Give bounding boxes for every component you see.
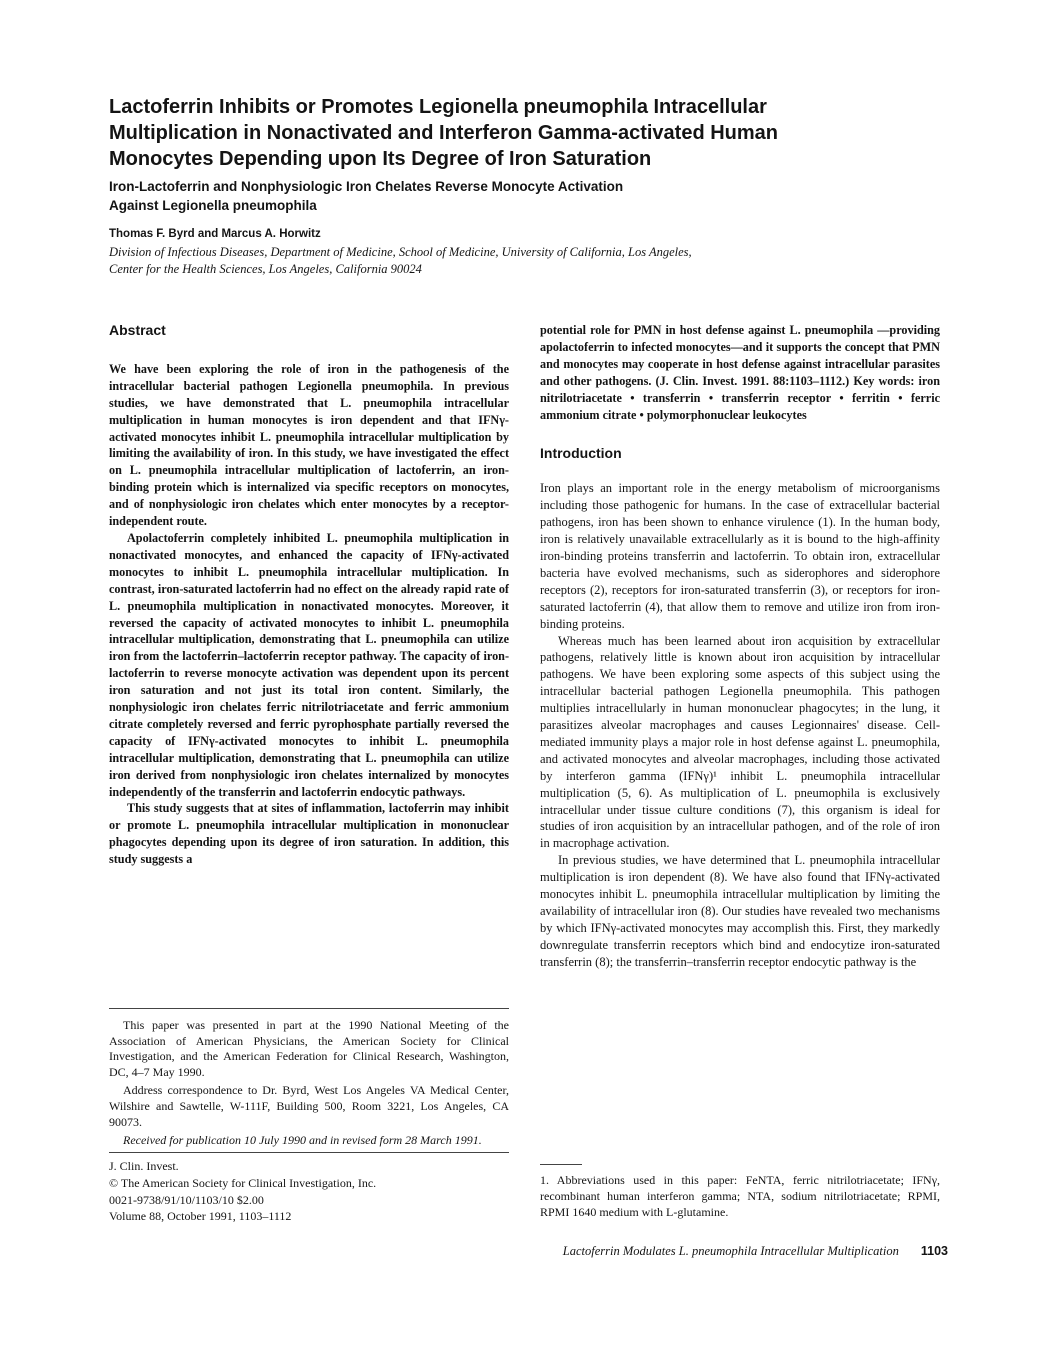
left-column xyxy=(109,322,509,868)
journal-info-line: Volume 88, October 1991, 1103–1112 xyxy=(109,1209,292,1224)
footnote: This paper was presented in part at the 1990 National Meeting of the Association of American Physicians, the American Society for Clinical Investigation, and the American Federation for Clinical Research, Washington, DC, 4–7 May 1990. xyxy=(109,1018,509,1079)
title-line: Lactoferrin Inhibits or Promotes Legionella pneumophila Intracellular xyxy=(109,96,767,118)
title-line: Multiplication in Nonactivated and Interferon Gamma-activated Human xyxy=(109,122,778,144)
journal-info xyxy=(109,1158,376,1225)
journal-rule xyxy=(109,1152,509,1153)
introduction-heading: Introduction xyxy=(540,445,622,462)
subtitle-line: Against Legionella pneumophila xyxy=(109,198,317,213)
footnote-rule xyxy=(109,1008,509,1009)
subtitle-line: Iron-Lactoferrin and Nonphysiologic Iron Chelates Reverse Monocyte Activation xyxy=(109,179,624,194)
intro-paragraph: In previous studies, we have determined that L. pneumophila intracellular multiplication is iron dependent (8). We have also found that IFNγ-activated monocytes inhibit L. pneumophila intracellular multiplication by limiting the availability of intracellular iron (8). Our studies have revealed two mechanisms by which IFNγ-activated monocytes may accomplish this. First, they markedly downregulate transferrin receptors which bind and endocytize iron-saturated transferrin (8); the transferrin–transferrin receptor endocytic pathway is the xyxy=(540,853,940,969)
footnote: Address correspondence to Dr. Byrd, West Los Angeles VA Medical Center, Wilshire and Sawtelle, W-111F, Building 500, Room 3221, Los Angeles, CA 90073. xyxy=(109,1083,509,1129)
footnote-abbreviations: 1. Abbreviations used in this paper: FeNTA, ferric nitrilotriacetate; IFNγ, recombinant human interferon gamma; NTA, sodium nitrilotriacetate; RPMI, RPMI 1640 medium with L-glutamine. xyxy=(540,1173,940,1219)
right-column xyxy=(540,322,940,971)
journal-info-line: © The American Society for Clinical Investigation, Inc. xyxy=(109,1175,377,1190)
affiliation-line: Division of Infectious Diseases, Department of Medicine, School of Medicine, University of California, Los Angeles, xyxy=(109,245,692,259)
abstract-continuation: potential role for PMN in host defense against L. pneumophila —providing apolactoferrin to infected monocytes—and it supports the concept that PMN and monocytes may cooperate in host defense against intracellular parasites and other pathogens. (J. Clin. Invest. 1991. 88:1103–1112.) Key words: iron nitrilotriacetate • transferrin • transferrin receptor • ferritin • ferric ammonium citrate • polymorphonuclear leukocytes xyxy=(540,323,940,422)
abstract-paragraph: This study suggests that at sites of inflammation, lactoferrin may inhibit or promote L. pneumophila intracellular multiplication in mononuclear phagocytes depending upon its degree of iron saturation. In addition, this study suggests a xyxy=(109,801,509,867)
article-subtitle xyxy=(109,177,949,215)
abstract-heading: Abstract xyxy=(109,322,166,338)
abstract-paragraph: We have been exploring the role of iron in the pathogenesis of the intracellular bacterial pathogen Legionella pneumophila. In previous studies, we have demonstrated that L. pneumophila intracellular multiplication in human monocytes is iron dependent and that IFNγ-activated monocytes inhibit L. pneumophila intracellular multiplication by limiting the availability of iron. In this study, we have investigated the effect on L. pneumophila intracellular multiplication of lactoferrin, an iron-binding protein which is internalized via specific receptors on monocytes, and of nonphysiologic iron chelates which enter monocytes by a receptor-independent route. xyxy=(109,361,509,529)
authors: Thomas F. Byrd and Marcus A. Horwitz xyxy=(109,228,321,240)
footnote: Received for publication 10 July 1990 and in revised form 28 March 1991. xyxy=(123,1133,482,1148)
abstract-paragraph: Apolactoferrin completely inhibited L. pneumophila multiplication in nonactivated monocytes, and enhanced the capacity of IFNγ-activated monocytes to inhibit L. pneumophila intracellular multiplication. In contrast, iron-saturated lactoferrin had no effect on the already rapid rate of L. pneumophila multiplication in nonactivated monocytes. Moreover, it reversed the capacity of activated monocytes to inhibit L. pneumophila intracellular multiplication, demonstrating that L. pneumophila can utilize iron from the lactoferrin–lactoferrin receptor pathway. The capacity of iron-lactoferrin to reverse monocyte activation was dependent upon its percent iron saturation and not just its total iron content. Similarly, the nonphysiologic iron chelates ferric nitrilotriacetate and ferric ammonium citrate completely reversed and ferric pyrophosphate partially reversed the capacity of IFNγ-activated monocytes to inhibit L. pneumophila intracellular multiplication, demonstrating that L. pneumophila can utilize iron derived from nonphysiologic iron chelates internalized by monocytes independently of the transferrin and lactoferrin endocytic pathways. xyxy=(109,530,509,799)
running-title: Lactoferrin Modulates L. pneumophila Intracellular Multiplication xyxy=(562,1244,899,1258)
title-line: Monocytes Depending upon Its Degree of Iron Saturation xyxy=(109,148,652,170)
running-footer xyxy=(500,1244,948,1259)
footnote-rule-right xyxy=(540,1164,582,1165)
journal-info-line: J. Clin. Invest. xyxy=(109,1159,179,1173)
affiliation-line: Center for the Health Sciences, Los Angeles, California 90024 xyxy=(109,262,422,276)
intro-paragraph: Whereas much has been learned about iron acquisition by extracellular pathogens, relatively little is known about iron acquisition by intracellular pathogens. We have been exploring some aspects of this subject using the intracellular bacterial pathogen Legionella pneumophila. This pathogen multiplies intracellularly in human mononuclear phagocytes; in the lung, it parasitizes alveolar macrophages and causes Legionnaires' disease. Cell-mediated immunity plays a major role in host defense against L. pneumophila, and activated monocytes and alveolar macrophages, including those activated by interferon gamma (IFNγ)¹ inhibit L. pneumophila intracellular multiplication (5, 6). As multiplication of L. pneumophila is exclusively intracellular under tissue culture conditions (7), this organism is ideal for studies of iron acquisition by an intracellular pathogen, and of the role of iron in macrophage activation. xyxy=(540,633,940,851)
affiliation xyxy=(109,244,909,278)
footnotes-left xyxy=(109,1018,509,1152)
page-number: 1103 xyxy=(920,1244,948,1258)
article-title xyxy=(109,94,949,172)
journal-info-line: 0021-9738/91/10/1103/10 $2.00 xyxy=(109,1192,264,1207)
intro-paragraph: Iron plays an important role in the energy metabolism of microorganisms including those pathogenic for humans. In the case of extracellular bacterial pathogens, iron has been shown to enhance virulence (1). In the human body, iron is relatively unavailable extracellularly as it is bound to the high-affinity iron-binding proteins transferrin and lactoferrin. To obtain iron, extracellular bacteria have evolved mechanisms, such as siderophores and siderophore receptors (2), receptors for iron-saturated transferrin (3), or receptors for iron-saturated lactoferrin (4), that allow them to remove and utilize iron from iron-binding proteins. xyxy=(540,481,940,631)
